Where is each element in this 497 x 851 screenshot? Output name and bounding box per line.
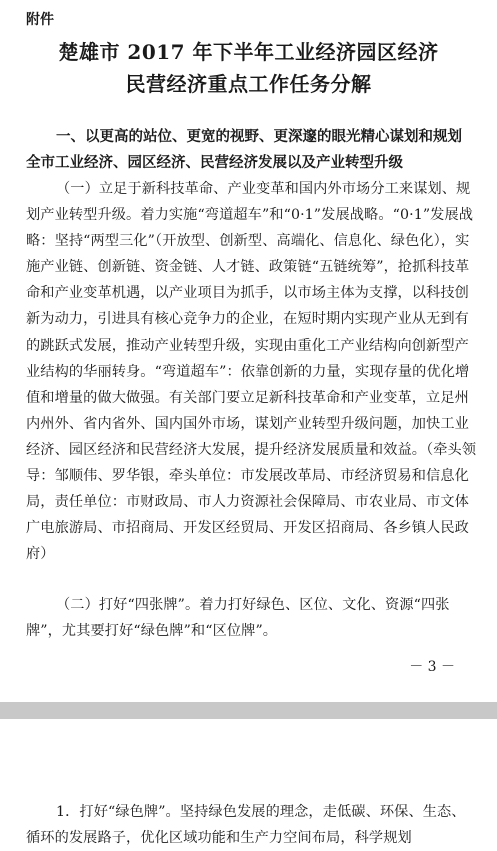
paragraph-subitem-1 xyxy=(26,799,478,851)
attachment-label: 附件 xyxy=(26,12,54,28)
page-number: － 3 － xyxy=(409,659,455,675)
paragraph-item-1-text: （一）立足于新科技革命、产业变革和国内外市场分工来谋划、规划产业转型升级。着力实施“弯道超车”和“0·1”发展战略。“0·1”发展战略：坚持“两型三化”（开放型、创新型、高端化、信息化、绿色化），实施产业链、创新链、资金链、人才链、政策链“五链统筹”，抢抓科技革命和产业变革机遇，以产业项目为抓手，以市场主体为支撑，以科技创新为动力，引进具有核心竞争力的企业，在短时期内实现产业从无到有的跳跃式发展，推动产业转型升级，实现由重化工产业结构向创新型产业结构的华丽转身。“弯道超车”：依靠创新的力量，实现存量的优化增值和增量的做大做强。有关部门要立足新科技革命和产业变革，立足州内州外、省内省外、国内国外市场，谋划产业转型升级问题，加快工业经济、园区经济和民营经济大发展，提升经济发展质量和效益。（牵头领导：邹顺伟、罗华银，牵头单位：市发展改革局、市经济贸易和信息化局，责任单位：市财政局、市人力资源社会保障局、市农业局、市文体广电旅游局、市招商局、开发区经贸局、开发区招商局、各乡镇人民政府） xyxy=(26,181,477,563)
paragraph-item-2-text: （二）打好“四张牌”。着力打好绿色、区位、文化、资源“四张牌”，尤其要打好“绿色牌”和“区位牌”。 xyxy=(26,597,450,640)
page-separator xyxy=(0,702,497,719)
section-heading-text: 一、以更高的站位、更宽的视野、更深邃的眼光精心谋划和规划全市工业经济、园区经济、民营经济发展以及产业转型升级 xyxy=(26,129,462,171)
document-page-4 xyxy=(0,719,497,851)
paragraph-subitem-1-text: 1．打好“绿色牌”。坚持绿色发展的理念，走低碳、环保、生态、循环的发展路子，优化区域功能和生产力空间布局，科学规划 xyxy=(26,804,466,847)
section-heading xyxy=(26,124,476,176)
paragraph-item-1 xyxy=(26,176,478,567)
document-title-line-2: 民营经济重点工作任务分解 xyxy=(125,72,372,96)
paragraph-item-2 xyxy=(26,592,478,644)
document-title-line-1: 楚雄市 2017 年下半年工业经济园区经济 xyxy=(58,40,439,64)
